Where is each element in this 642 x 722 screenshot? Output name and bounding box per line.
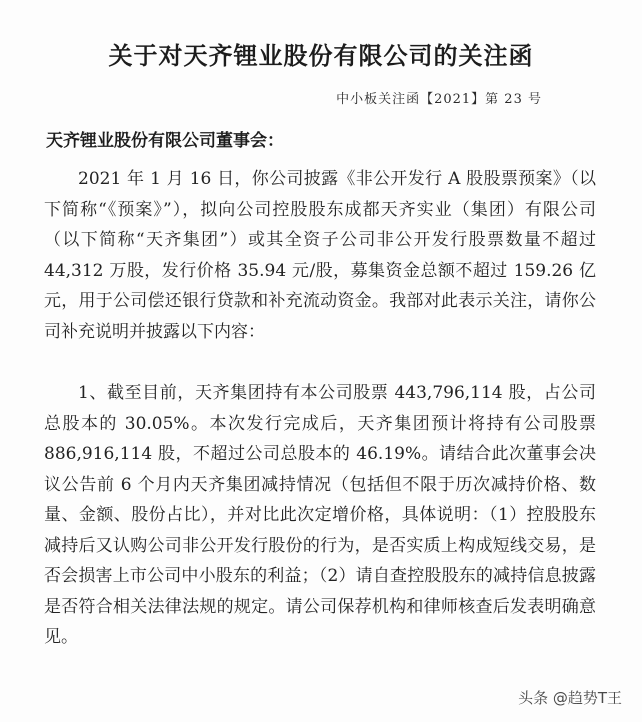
paragraph-intro: 2021 年 1 月 16 日，你公司披露《非公开发行 A 股股票预案》（以下简称“《预案》”），拟向公司控股股东成都天齐实业（集团）有限公司（以下简称“天齐集团”）或其全资子公司非公开发行股票数量不超过 44,312 万股，发行价格 35.94 元/股，募集资金总额不超过 159.26 亿元，用于公司偿还银行贷款和补充流动资金。我部对此表示关注，请你公司补充说明并披露以下内容：	[44, 169, 596, 342]
document-number: 中小板关注函【2021】第 23 号	[336, 92, 542, 107]
source-watermark	[518, 687, 622, 708]
paragraph-item-1: 1、截至目前，天齐集团持有本公司股票 443,796,114 股，占公司总股本的 30.05%。本次发行完成后，天齐集团预计将持有公司股票 886,916,114 股，不超过公司总股本的 46.19%。请结合此次董事会决议公告前 6 个月内天齐集团减持情况（包括但不限于历次减持价格、数量、金额、股份占比），并对比此次定增价格，具体说明：（1）控股股东减持后又认购公司非公开发行股份的行为，是否实质上构成短线交易，是否会损害上市公司中小股东的利益；（2）请自查控股股东的减持信息披露是否符合相关法律法规的规定。请公司保荐机构和律师核查后发表明确意见。	[44, 383, 596, 647]
document-title: 关于对天齐锂业股份有限公司的关注函	[108, 42, 534, 70]
watermark-text: 头条 @趋势T王	[518, 689, 622, 707]
addressee: 天齐锂业股份有限公司董事会：	[46, 131, 284, 151]
